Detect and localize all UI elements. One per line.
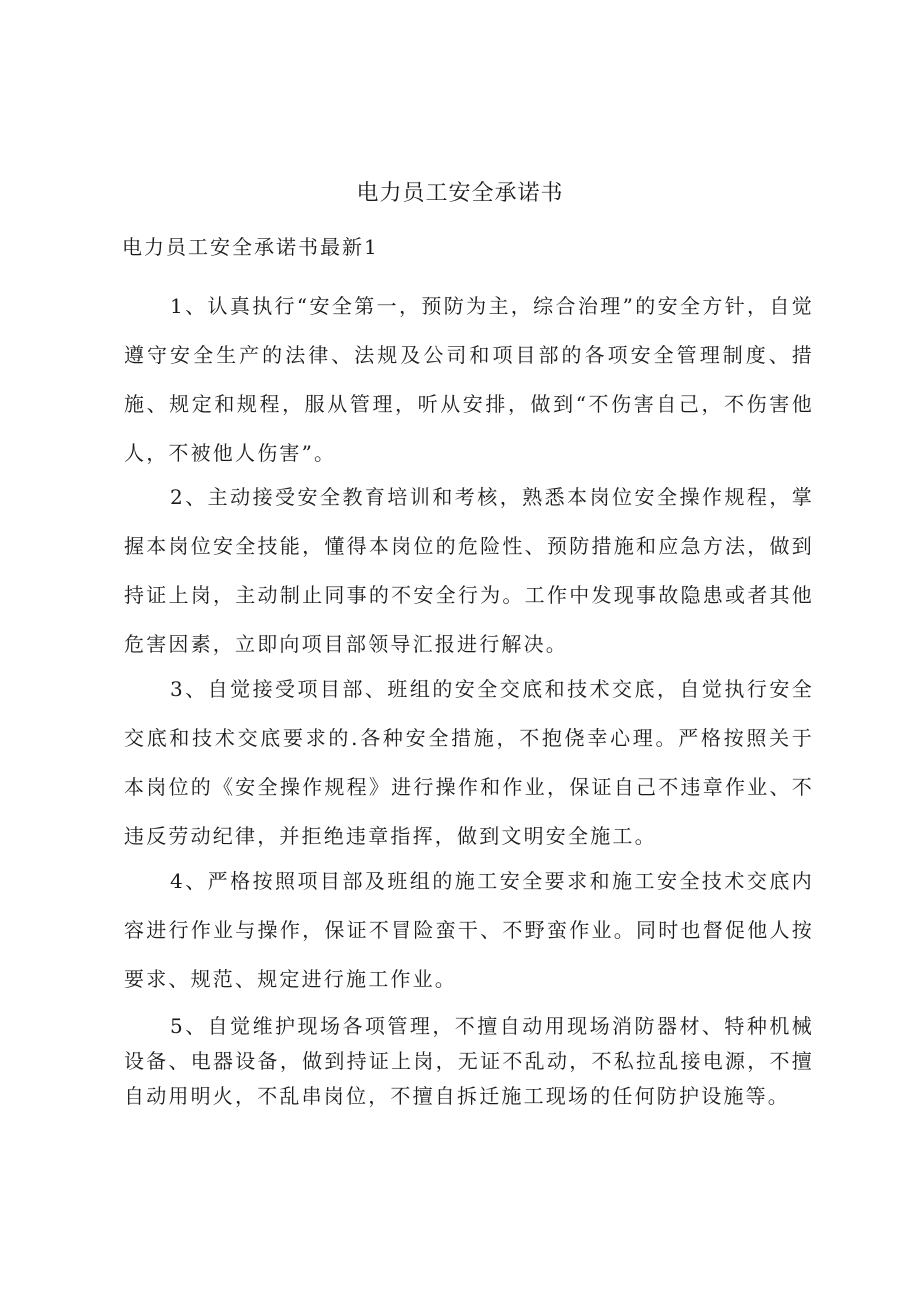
document-subtitle: 电力员工安全承诺书最新1 [122,235,379,259]
paragraph-4: 4、严格按照项目部及班组的施工安全要求和施工安全技术交底内容进行作业与操作，保证不冒险蛮干、不野蛮作业。同时也督促他人按要求、规范、规定进行施工作业。 [124,869,814,991]
paragraph-1: 1、认真执行“安全第一，预防为主，综合治理”的安全方针，自觉遵守安全生产的法律、法规及公司和项目部的各项安全管理制度、措施、规定和规程，服从管理，听从安排，做到“不伤害自己，不伤害他人，不被他人伤害”。 [124,294,814,465]
paragraph-3: 3、自觉接受项目部、班组的安全交底和技术交底，自觉执行安全交底和技术交底要求的.各种安全措施，不抱侥幸心理。严格按照关于本岗位的《安全操作规程》进行操作和作业，保证自己不违章作业、不违反劳动纪律，并拒绝违章指挥，做到文明安全施工。 [124,677,814,848]
document-title: 电力员工安全承诺书 [356,181,564,206]
paragraph-2: 2、主动接受安全教育培训和考核，熟悉本岗位安全操作规程，掌握本岗位安全技能，懂得本岗位的危险性、预防措施和应急方法，做到持证上岗，主动制止同事的不安全行为。工作中发现事故隐患或者其他危害因素，立即向项目部领导汇报进行解决。 [124,485,814,656]
paragraph-5: 5、自觉维护现场各项管理，不擅自动用现场消防器材、特种机械设备、电器设备，做到持证上岗，无证不乱动，不私拉乱接电源，不擅自动用明火，不乱串岗位，不擅自拆迁施工现场的任何防护设施等。 [124,1014,814,1108]
